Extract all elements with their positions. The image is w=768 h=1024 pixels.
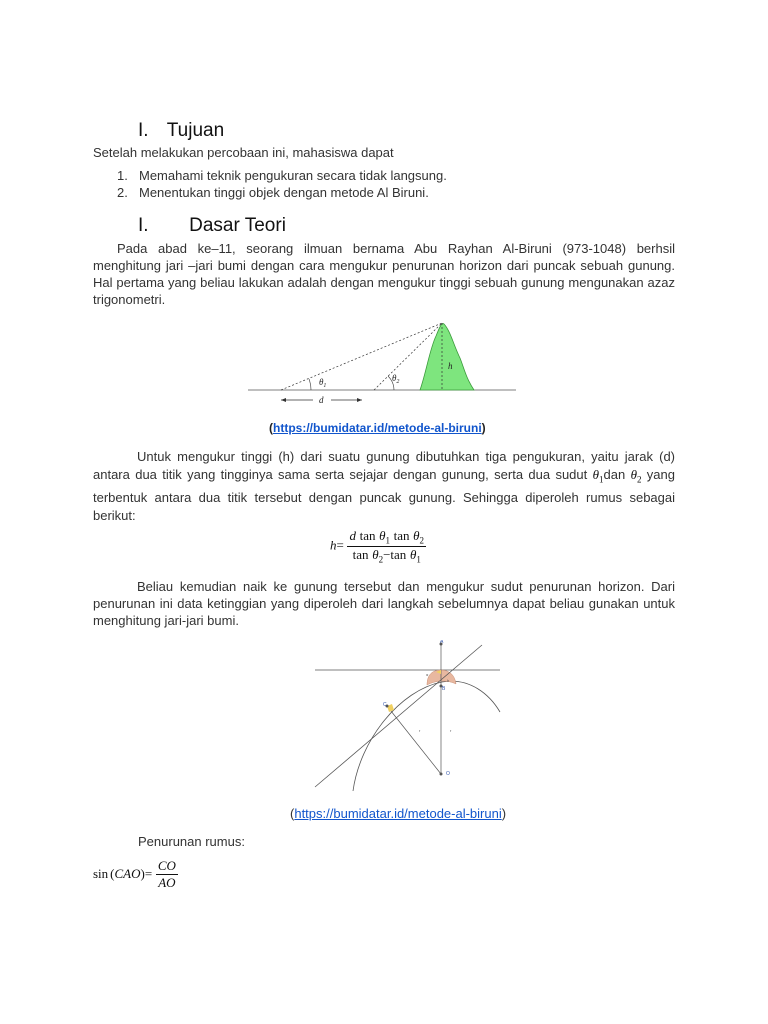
section-number: I. bbox=[138, 120, 149, 141]
formula-denominator: $\tan \theta_2-\tan$ $\theta_1$ bbox=[352, 546, 421, 565]
paragraph-horizon: Beliau kemudian naik ke gunung tersebut dan mengukur sudut penurunan horizon. Dari penurunan ini data ketinggian yang diperoleh dari langkah sebelumnya dapat beliau gunakan untuk menghitung jari-jari bumi. bbox=[93, 579, 675, 628]
caption-paren-close: ) bbox=[481, 421, 486, 435]
label-O: O bbox=[446, 771, 450, 777]
label-r2: r bbox=[450, 728, 452, 733]
sine-formula: sin (CAO)= $\frac{CO}{AO}$ bbox=[93, 858, 176, 890]
mountain-shape bbox=[420, 324, 474, 391]
figure-1-caption bbox=[269, 421, 486, 435]
label-h: h bbox=[447, 678, 450, 683]
label-r1: r bbox=[419, 728, 421, 733]
list-text: Menentukan tinggi objek dengan metode Al Biruni. bbox=[139, 185, 429, 200]
figure-2-caption bbox=[290, 806, 506, 821]
theta2-symbol: $\theta_2$ bbox=[630, 467, 642, 485]
list-text: Memahami teknik pengukuran secara tidak langsung. bbox=[139, 168, 447, 183]
formula-lhs: h bbox=[330, 537, 337, 553]
label-alpha: α bbox=[426, 672, 429, 677]
section-title: Dasar Teori bbox=[189, 215, 286, 236]
formula-equals: = bbox=[336, 537, 344, 553]
caption-paren-open: ( bbox=[269, 421, 273, 435]
angle-arc-1 bbox=[309, 379, 311, 390]
section-heading-dasar-teori bbox=[138, 215, 286, 237]
intro-text: Setelah melakukan percobaan ini, mahasiswa dapat bbox=[93, 145, 394, 160]
earth-cap bbox=[427, 670, 456, 685]
caption-paren-open: ( bbox=[290, 806, 295, 821]
label-C: C bbox=[383, 702, 387, 708]
formula-numerator: d $\tan \theta_1$ $\tan \theta_2$ bbox=[349, 528, 425, 546]
theta1-label: $\theta_1$ bbox=[319, 377, 327, 389]
list-item bbox=[117, 184, 447, 201]
arrowhead-left bbox=[281, 398, 286, 402]
paragraph-text: Untuk mengukur tinggi (h) dari suatu gunung dibutuhkan tiga pengukuran, yaitu jarak (d) antara dua titik yang tingginya sama serta sejajar dengan gunung, serta dua sudut bbox=[93, 449, 675, 482]
height-formula bbox=[330, 528, 426, 564]
list-item bbox=[117, 167, 447, 184]
theta2-label: $\theta_2$ bbox=[392, 373, 400, 385]
formula-equals: = bbox=[144, 865, 153, 881]
theta1-symbol: $\theta_1$ bbox=[592, 467, 604, 485]
sine-denominator: AO bbox=[158, 875, 176, 890]
paragraph-text: dan bbox=[603, 467, 626, 482]
section-heading-tujuan bbox=[138, 120, 224, 142]
tangent-line bbox=[315, 645, 482, 787]
section-title: Tujuan bbox=[166, 120, 225, 141]
objective-list bbox=[117, 167, 447, 201]
mountain-height-figure bbox=[248, 318, 518, 410]
point-O bbox=[440, 773, 443, 776]
paragraph-intro: Pada abad ke–11, seorang ilmuan bernama Abu Rayhan Al-Biruni (973-1048) berhsil menghitung jari –jari bumi dengan cara mengukur penurunan horizon dari puncak sebuah gunung. Hal pertama yang beliau lakukan adalah dengan mengukur tinggi sebuah gunung mengunakan azaz trigonometri. bbox=[93, 241, 675, 307]
radius-line-tangent bbox=[387, 706, 441, 774]
distance-label: d bbox=[319, 395, 324, 405]
sin-argument: CAO bbox=[114, 865, 141, 881]
list-number: 2. bbox=[117, 185, 128, 200]
section-number: I. bbox=[138, 215, 149, 236]
paragraph-measurement bbox=[93, 448, 675, 525]
arrowhead-right bbox=[357, 398, 362, 402]
label-B: B bbox=[442, 686, 446, 692]
earth-radius-figure bbox=[310, 640, 502, 792]
sine-numerator: CO bbox=[157, 858, 176, 873]
label-A: A bbox=[440, 640, 444, 645]
paragraph-text: yang terbentuk antara dua titik tersebut dengan puncak gunung. Sehingga diperoleh rumus sebagai berikut: bbox=[93, 467, 675, 523]
list-number: 1. bbox=[117, 168, 128, 183]
derivation-label: Penurunan rumus: bbox=[138, 834, 245, 849]
sin-function: sin bbox=[93, 865, 109, 881]
sight-line-1 bbox=[281, 323, 442, 390]
figure-1-source-link[interactable]: https://bumidatar.id/metode-al-biruni bbox=[273, 421, 482, 435]
formula-fraction bbox=[347, 528, 426, 564]
figure-2-source-link[interactable]: https://bumidatar.id/metode-al-biruni bbox=[294, 806, 502, 821]
height-label: h bbox=[448, 361, 453, 371]
sine-fraction bbox=[156, 858, 178, 891]
caption-paren-close: ) bbox=[501, 806, 507, 821]
